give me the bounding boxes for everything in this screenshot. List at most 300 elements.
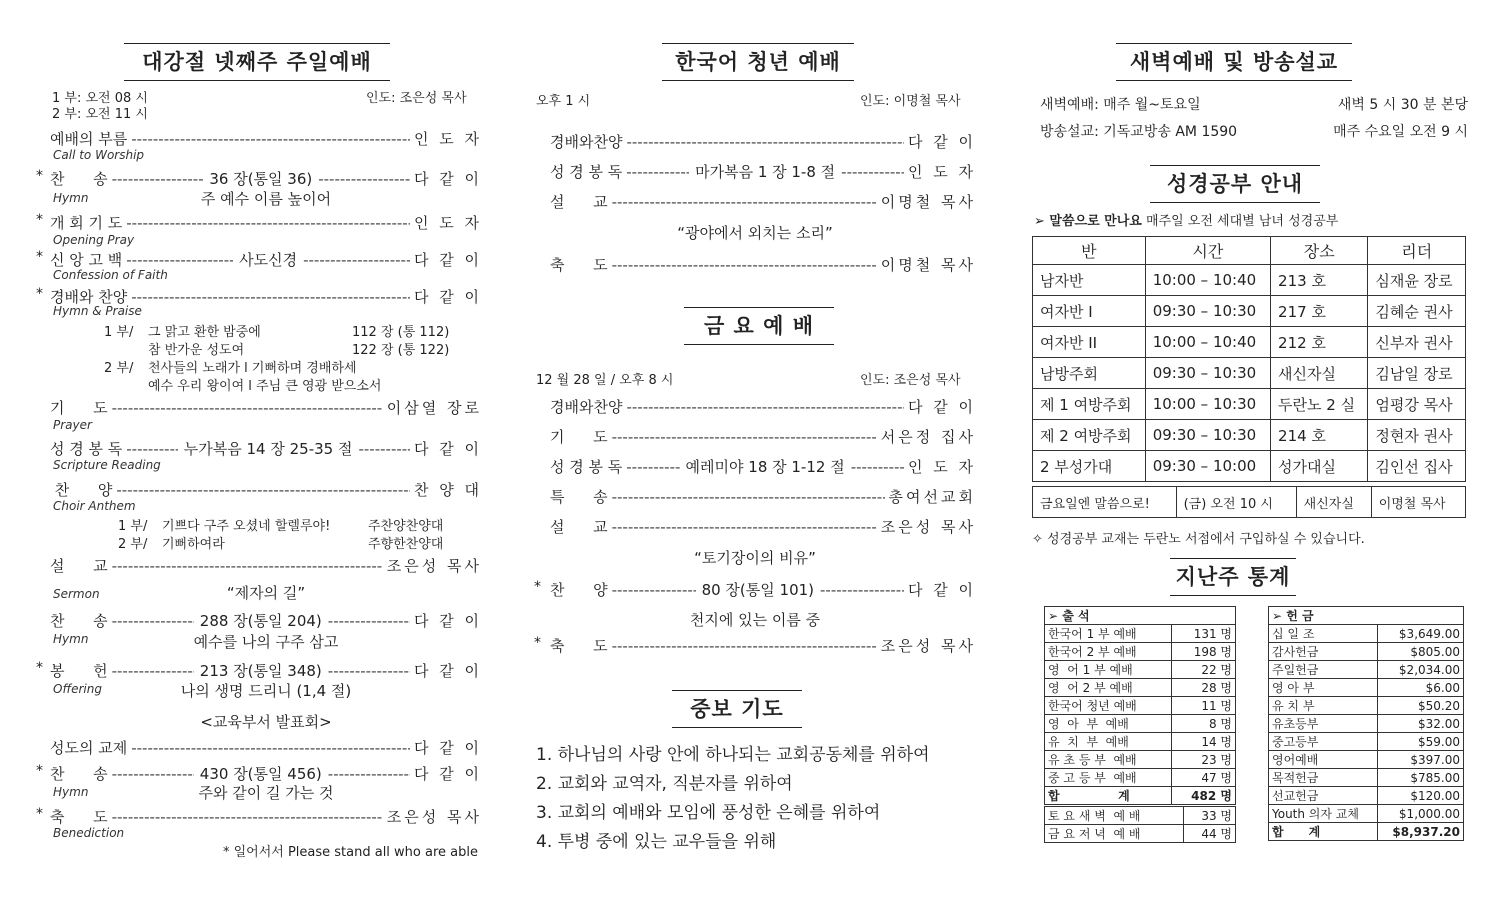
dash-leader: [318, 170, 410, 188]
sunday-order-line: [36, 249, 482, 270]
friday-order-line: [534, 635, 976, 656]
study-cell: 성가대실: [1271, 451, 1368, 482]
study-cell: 엄평강 목사: [1368, 389, 1466, 420]
sunday-order-person: 다 같 이: [413, 440, 482, 458]
bible-study-friday-table: [1032, 486, 1466, 518]
stat-row: [1045, 643, 1236, 661]
sunday-order-line: [36, 212, 482, 233]
stat-label: 유초등부: [1269, 715, 1378, 733]
praise-song: 예수 우리 왕이여 l 주님 큰 영광 받으소서: [148, 379, 382, 394]
study-cell: 신부자 권사: [1368, 327, 1466, 358]
stat-label: 금 요 저 녁 예 배: [1045, 825, 1184, 843]
stat-total-value: 482 명: [1172, 787, 1236, 805]
friday-order-label: 기 도: [550, 428, 608, 446]
stat-row: [1269, 805, 1464, 823]
stat-value: $120.00: [1377, 787, 1463, 805]
standing-mark: *: [36, 249, 43, 265]
friday-order-line: [550, 396, 976, 417]
stat-row: [1045, 825, 1236, 843]
dawn-service-time: 새벽 5 시 30 분 본당: [1337, 97, 1468, 113]
study-cell: 09:30 – 10:30: [1145, 358, 1270, 389]
praise-hymn-number: 112 장 (통 112): [352, 325, 450, 340]
stat-row: [1045, 733, 1236, 751]
hymn-title: 주 예수 이름 높이어: [200, 190, 332, 208]
stat-value: 47 명: [1172, 769, 1236, 787]
dash-leader: [612, 488, 885, 506]
youth-order-label: 경배와찬양: [550, 133, 623, 151]
standing-mark: *: [36, 806, 43, 822]
stat-value: $785.00: [1377, 769, 1463, 787]
study-row: [1033, 327, 1466, 358]
dash-leader: [126, 440, 178, 458]
friday-order-person: 서은정 집사: [880, 428, 976, 446]
friday-leader: 인도: 조은성 목사: [860, 373, 961, 388]
study-cell: 09:30 – 10:30: [1145, 296, 1270, 327]
dash-leader: [358, 440, 410, 458]
anthem-song: 기뻐하여라: [162, 537, 225, 552]
stat-label: 영 아 부: [1269, 679, 1378, 697]
sunday-order-person: 이삼열 장로: [386, 399, 482, 417]
stat-label: 감사헌금: [1269, 643, 1378, 661]
sunday-order-label: 개 회 기 도: [50, 214, 123, 232]
study-cell: 두란노 2 실: [1271, 389, 1368, 420]
standing-mark: *: [36, 286, 43, 302]
stat-row: [1269, 679, 1464, 697]
sunday-order-line: [36, 806, 482, 827]
youth-sermon-title: “광야에서 외치는 소리”: [677, 224, 833, 242]
english-label: Hymn & Praise: [53, 304, 142, 318]
study-friday-cell: 새신자실: [1296, 487, 1371, 518]
stat-label: 영 어 2 부 예배: [1045, 679, 1172, 697]
stat-value: $805.00: [1377, 643, 1463, 661]
friday-order-label: 축 도: [550, 637, 608, 655]
hymn-title: 주와 같이 길 가는 것: [198, 784, 334, 802]
friday-order-label: 설 교: [550, 518, 608, 536]
youth-order-person: 이명철 목사: [880, 193, 976, 211]
stat-header-row: [1269, 607, 1464, 625]
dash-leader: [851, 458, 904, 476]
friday-order-line: [550, 456, 976, 477]
stat-label: 선교헌금: [1269, 787, 1378, 805]
english-label: Offering: [53, 682, 102, 696]
study-row: [1033, 420, 1466, 451]
sunday-order-person: 인 도 자: [413, 214, 482, 232]
dash-leader: [112, 557, 383, 575]
study-header-cell: 장소: [1271, 237, 1368, 265]
dash-leader: [126, 251, 233, 269]
english-label: Hymn: [53, 191, 89, 205]
dash-leader: [131, 288, 410, 306]
stat-row: [1269, 643, 1464, 661]
friday-order-line: [550, 486, 976, 507]
study-cell: 제 1 여방주회: [1033, 389, 1146, 420]
dash-leader: [626, 458, 679, 476]
stat-value: 28 명: [1172, 679, 1236, 697]
friday-order-line: [550, 516, 976, 537]
dash-leader: [131, 130, 410, 148]
friday-order-person: 다 같 이: [907, 398, 976, 416]
youth-order-label: 설 교: [550, 193, 608, 211]
info-column: [1030, 0, 1470, 904]
youth-order-line: [550, 254, 976, 275]
weekly-stats-title: 지난주 통계: [1170, 558, 1296, 596]
stat-header-row: [1045, 607, 1236, 625]
dash-leader: [612, 256, 877, 274]
friday-order-label: 경배와찬양: [550, 398, 623, 416]
sunday-order-label: 찬 송: [50, 612, 108, 630]
sunday-order-person: 다 같 이: [413, 765, 482, 783]
dash-leader: [612, 637, 877, 655]
stat-value: 8 명: [1172, 715, 1236, 733]
stat-row: [1045, 679, 1236, 697]
study-cell: 09:30 – 10:00: [1145, 451, 1270, 482]
stat-value: $50.20: [1377, 697, 1463, 715]
sunday-order-person: 다 같 이: [413, 662, 482, 680]
standing-footnote: * 일어서서 Please stand all who are able: [222, 845, 478, 860]
stat-value: 33 명: [1183, 807, 1236, 825]
dash-leader: [131, 739, 410, 757]
bible-study-table: [1032, 236, 1466, 482]
sunday-order-line: [36, 168, 482, 189]
praise-song: 그 맑고 환한 밤중에: [148, 325, 261, 340]
sunday-order-label: 성 경 봉 독: [50, 440, 123, 458]
friday-sermon-title: “토기장이의 비유”: [694, 549, 816, 567]
youth-service-title: 한국어 청년 예배: [662, 43, 854, 81]
hymn-title: 나의 생명 드리니 (1,4 절): [180, 682, 352, 700]
praise-song: 천사들의 노래가 l 기뻐하며 경배하세: [148, 361, 357, 376]
youth-order-person: 인 도 자: [907, 163, 976, 181]
friday-time: 12 월 28 일 / 오후 8 시: [536, 373, 674, 388]
sunday-order-detail: 430 장(통일 456): [199, 765, 322, 783]
sunday-order-label: 축 도: [50, 808, 108, 826]
standing-mark: *: [534, 635, 541, 651]
youth-order-person: 다 같 이: [907, 133, 976, 151]
stat-value: 198 명: [1172, 643, 1236, 661]
sunday-order-person: 다 같 이: [413, 612, 482, 630]
bible-study-intro-bold: ➢ 말씀으로 만나요: [1034, 214, 1142, 229]
study-cell: 남방주회: [1033, 358, 1146, 389]
stat-row: [1269, 733, 1464, 751]
english-label: Opening Pray: [53, 233, 135, 247]
stat-header: ➢ 헌 금: [1269, 607, 1464, 625]
youth-order-detail: 마가복음 1 장 1-8 절: [695, 163, 836, 181]
study-friday-cell: (금) 오전 10 시: [1176, 487, 1296, 518]
sunday-order-label: 신 앙 고 백: [50, 251, 123, 269]
standing-mark: *: [36, 168, 43, 184]
youth-friday-column: [534, 0, 976, 904]
stat-total-label: 합 계: [1045, 787, 1172, 805]
study-cell: 심재윤 장로: [1368, 265, 1466, 296]
stat-row: [1269, 787, 1464, 805]
standing-mark: *: [36, 212, 43, 228]
attendance-extra-table: [1044, 806, 1236, 843]
study-header-cell: 리더: [1368, 237, 1466, 265]
stat-row: [1045, 715, 1236, 733]
presentation-notice: <교육부서 발표회>: [200, 713, 332, 731]
youth-order-label: 성 경 봉 독: [550, 163, 623, 181]
praise-part: 2 부/: [104, 361, 134, 376]
friday-order-label: 성 경 봉 독: [550, 458, 623, 476]
english-label: Hymn: [53, 632, 89, 646]
stat-value: 11 명: [1172, 697, 1236, 715]
dash-leader: [126, 214, 410, 232]
sunday-order-detail: 사도신경: [239, 251, 298, 269]
prayer-item: 3. 교회의 예배와 모임에 풍성한 은혜를 위하여: [536, 803, 881, 823]
praise-song: 참 반가운 성도여: [148, 343, 245, 358]
radio-sermon-label: 방송설교: 기독교방송 AM 1590: [1040, 124, 1238, 140]
sunday-order-line: [50, 610, 482, 631]
standing-mark: *: [36, 763, 43, 779]
praise-part: 1 부/: [104, 325, 134, 340]
stat-label: 주일헌금: [1269, 661, 1378, 679]
english-label: Confession of Faith: [53, 268, 168, 282]
dash-leader: [612, 428, 877, 446]
study-cell: 10:00 – 10:40: [1145, 265, 1270, 296]
study-cell: 10:00 – 10:30: [1145, 389, 1270, 420]
dash-leader: [820, 581, 904, 599]
stat-row: [1045, 769, 1236, 787]
study-cell: 김인선 집사: [1368, 451, 1466, 482]
friday-order-person: 인 도 자: [907, 458, 976, 476]
sunday-order-detail: 36 장(통일 36): [209, 170, 313, 188]
attendance-table: [1044, 606, 1236, 805]
stat-row: [1269, 769, 1464, 787]
stat-total-label: 합 계: [1269, 823, 1378, 841]
standing-mark: *: [534, 579, 541, 595]
study-row: [1033, 296, 1466, 327]
stat-value: 131 명: [1172, 625, 1236, 643]
sunday-order-person: 조은성 목사: [386, 808, 482, 826]
dash-leader: [626, 133, 904, 151]
sunday-order-label: 봉 헌: [50, 662, 108, 680]
dash-leader: [112, 170, 204, 188]
stat-label: 중고등부: [1269, 733, 1378, 751]
sunday-order-label: 설 교: [50, 557, 108, 575]
youth-order-line: [550, 191, 976, 212]
english-label: Sermon: [53, 587, 100, 601]
sunday-order-label: 기 도: [50, 399, 108, 417]
dash-leader: [841, 163, 904, 181]
sunday-order-detail: 288 장(통일 204): [199, 612, 322, 630]
sunday-order-line: [50, 397, 482, 418]
youth-order-label: 축 도: [550, 256, 608, 274]
friday-order-person: 조은성 목사: [880, 637, 976, 655]
sunday-order-detail: 213 장(통일 348): [199, 662, 322, 680]
stat-value: $3,649.00: [1377, 625, 1463, 643]
prayer-item: 2. 교회와 교역자, 직분자를 위하여: [536, 774, 793, 794]
stat-row: [1045, 697, 1236, 715]
praise-hymn-number: 122 장 (통 122): [352, 343, 450, 358]
intercessory-prayer-title: 중보 기도: [672, 690, 802, 728]
sunday-order-detail: 누가복음 14 장 25-35 절: [183, 440, 353, 458]
stat-value: $1,000.00: [1377, 805, 1463, 823]
sunday-service-title: 대강절 넷째주 주일예배: [124, 43, 390, 81]
stat-value: $2,034.00: [1377, 661, 1463, 679]
friday-order-detail: 예레미야 18 장 1-12 절: [685, 458, 845, 476]
sunday-order-line: [50, 128, 482, 149]
sunday-order-label: 성도의 교제: [50, 739, 128, 757]
english-label: Choir Anthem: [53, 499, 136, 513]
study-cell: 214 호: [1271, 420, 1368, 451]
stat-label: 영 어 1 부 예배: [1045, 661, 1172, 679]
bible-study-intro: [1034, 210, 1338, 229]
stat-label: 중 고 등 부 예배: [1045, 769, 1172, 787]
study-row: [1033, 451, 1466, 482]
stat-label: 영어예배: [1269, 751, 1378, 769]
service-leader: 인도: 조은성 목사: [366, 91, 467, 106]
sunday-order-person: 찬 양 대: [413, 481, 482, 499]
stat-value: $397.00: [1377, 751, 1463, 769]
english-label: Benediction: [53, 826, 125, 840]
stat-row: [1269, 751, 1464, 769]
dash-leader: [328, 612, 410, 630]
study-cell: 정현자 권사: [1368, 420, 1466, 451]
stat-value: $32.00: [1377, 715, 1463, 733]
youth-time: 오후 1 시: [536, 94, 591, 109]
study-cell: 제 2 여방주회: [1033, 420, 1146, 451]
friday-order-label: 특 송: [550, 488, 608, 506]
study-cell: 213 호: [1271, 265, 1368, 296]
friday-hymn-title: 천지에 있는 이름 중: [689, 611, 821, 629]
study-header-cell: 시간: [1145, 237, 1270, 265]
dash-leader: [116, 481, 410, 499]
sunday-order-line: [36, 763, 482, 784]
sunday-order-line: [50, 737, 482, 758]
sunday-order-label: 찬 양: [50, 481, 113, 499]
sunday-order-label: 찬 송: [50, 170, 108, 188]
hymn-title: 예수를 나의 구주 삼고: [193, 633, 339, 651]
offering-table: [1268, 606, 1464, 841]
stat-label: 십 일 조: [1269, 625, 1378, 643]
stat-value: 23 명: [1172, 751, 1236, 769]
study-cell: 김남일 장로: [1368, 358, 1466, 389]
dash-leader: [112, 765, 194, 783]
stat-label: 유 초 등 부 예배: [1045, 751, 1172, 769]
dash-leader: [612, 193, 877, 211]
youth-leader: 인도: 이명철 목사: [860, 94, 961, 109]
friday-order-person: 총여선교회: [888, 488, 976, 506]
stat-label: 유 치 부 예배: [1045, 733, 1172, 751]
english-label: Prayer: [53, 418, 92, 432]
stat-label: 한국어 1 부 예배: [1045, 625, 1172, 643]
sunday-order-person: 다 같 이: [413, 739, 482, 757]
stat-label: 한국어 청년 예배: [1045, 697, 1172, 715]
stat-row: [1045, 625, 1236, 643]
friday-order-person: 다 같 이: [908, 581, 977, 599]
study-cell: 09:30 – 10:30: [1145, 420, 1270, 451]
stat-value: $6.00: [1377, 679, 1463, 697]
sunday-order-line: [36, 660, 482, 681]
dawn-service-title: 새벽예배 및 방송설교: [1116, 43, 1352, 81]
study-cell: 여자반 I: [1033, 296, 1146, 327]
bible-study-title: 성경공부 안내: [1150, 165, 1320, 203]
youth-order-line: [550, 131, 976, 152]
dash-leader: [112, 808, 383, 826]
stat-label: 한국어 2 부 예배: [1045, 643, 1172, 661]
sunday-service-column: [36, 0, 482, 904]
study-row: [1033, 358, 1466, 389]
study-cell: 여자반 II: [1033, 327, 1146, 358]
prayer-item: 4. 투병 중에 있는 교우들을 위해: [536, 832, 777, 852]
bible-study-intro-text: 매주일 오전 세대별 남녀 성경공부: [1146, 214, 1339, 229]
study-row: [1033, 265, 1466, 296]
dash-leader: [328, 765, 410, 783]
hymn-title: “제자의 길”: [226, 584, 306, 602]
friday-order-person: 조은성 목사: [880, 518, 976, 536]
anthem-part: 1 부/: [118, 519, 148, 534]
stat-row: [1045, 661, 1236, 679]
stat-total-row: [1269, 823, 1464, 841]
bible-study-note: ✧ 성경공부 교재는 두란노 서점에서 구입하실 수 있습니다.: [1032, 532, 1365, 547]
sunday-order-label: 찬 송: [50, 765, 108, 783]
study-header-cell: 반: [1033, 237, 1146, 265]
english-label: Call to Worship: [53, 148, 145, 162]
service-time-2: 2 부: 오전 11 시: [52, 107, 148, 122]
stat-row: [1269, 661, 1464, 679]
stat-header: ➢ 출 석: [1045, 607, 1236, 625]
study-friday-cell: 이명철 목사: [1371, 487, 1465, 518]
dash-leader: [626, 398, 904, 416]
dash-leader: [612, 581, 696, 599]
stat-label: 유 치 부: [1269, 697, 1378, 715]
sunday-order-line: [50, 479, 482, 500]
youth-order-person: 이명철 목사: [880, 256, 976, 274]
study-cell: 새신자실: [1271, 358, 1368, 389]
service-time-1: 1 부: 오전 08 시: [52, 91, 148, 106]
sunday-order-person: 조은성 목사: [386, 557, 482, 575]
sunday-order-person: 다 같 이: [413, 288, 482, 306]
stat-row: [1045, 751, 1236, 769]
youth-order-line: [550, 161, 976, 182]
sunday-order-label: 경배와 찬양: [50, 288, 128, 306]
stat-label: 영 아 부 예배: [1045, 715, 1172, 733]
radio-sermon-time: 매주 수요일 오전 9 시: [1333, 124, 1468, 140]
stat-value: 14 명: [1172, 733, 1236, 751]
dash-leader: [112, 662, 194, 680]
sunday-order-person: 다 같 이: [413, 170, 482, 188]
prayer-item: 1. 하나님의 사랑 안에 하나되는 교회공동체를 위하여: [536, 745, 930, 765]
dash-leader: [328, 662, 410, 680]
anthem-choir: 주향한찬양대: [368, 537, 444, 552]
sunday-order-line: [50, 438, 482, 459]
dash-leader: [112, 612, 194, 630]
anthem-part: 2 부/: [118, 537, 148, 552]
dash-leader: [626, 163, 689, 181]
study-cell: 217 호: [1271, 296, 1368, 327]
dash-leader: [112, 399, 383, 417]
sunday-order-label: 예배의 부름: [50, 130, 128, 148]
stat-total-row: [1045, 787, 1236, 805]
stat-row: [1045, 807, 1236, 825]
friday-order-detail: 80 장(통일 101): [701, 581, 815, 599]
stat-label: 목적헌금: [1269, 769, 1378, 787]
stat-value: 44 명: [1183, 825, 1236, 843]
dash-leader: [303, 251, 410, 269]
stat-label: 토 요 새 벽 예 배: [1045, 807, 1184, 825]
stat-label: Youth 의자 교체: [1269, 805, 1378, 823]
sunday-order-person: 인 도 자: [413, 130, 482, 148]
study-cell: 김혜순 권사: [1368, 296, 1466, 327]
sunday-order-person: 다 같 이: [413, 251, 482, 269]
standing-mark: *: [36, 660, 43, 676]
friday-order-line: [534, 579, 977, 600]
study-cell: 2 부성가대: [1033, 451, 1146, 482]
study-row: [1033, 389, 1466, 420]
sunday-order-line: [50, 555, 482, 576]
anthem-choir: 주찬양찬양대: [368, 519, 444, 534]
study-cell: 212 호: [1271, 327, 1368, 358]
english-label: Hymn: [53, 785, 89, 799]
